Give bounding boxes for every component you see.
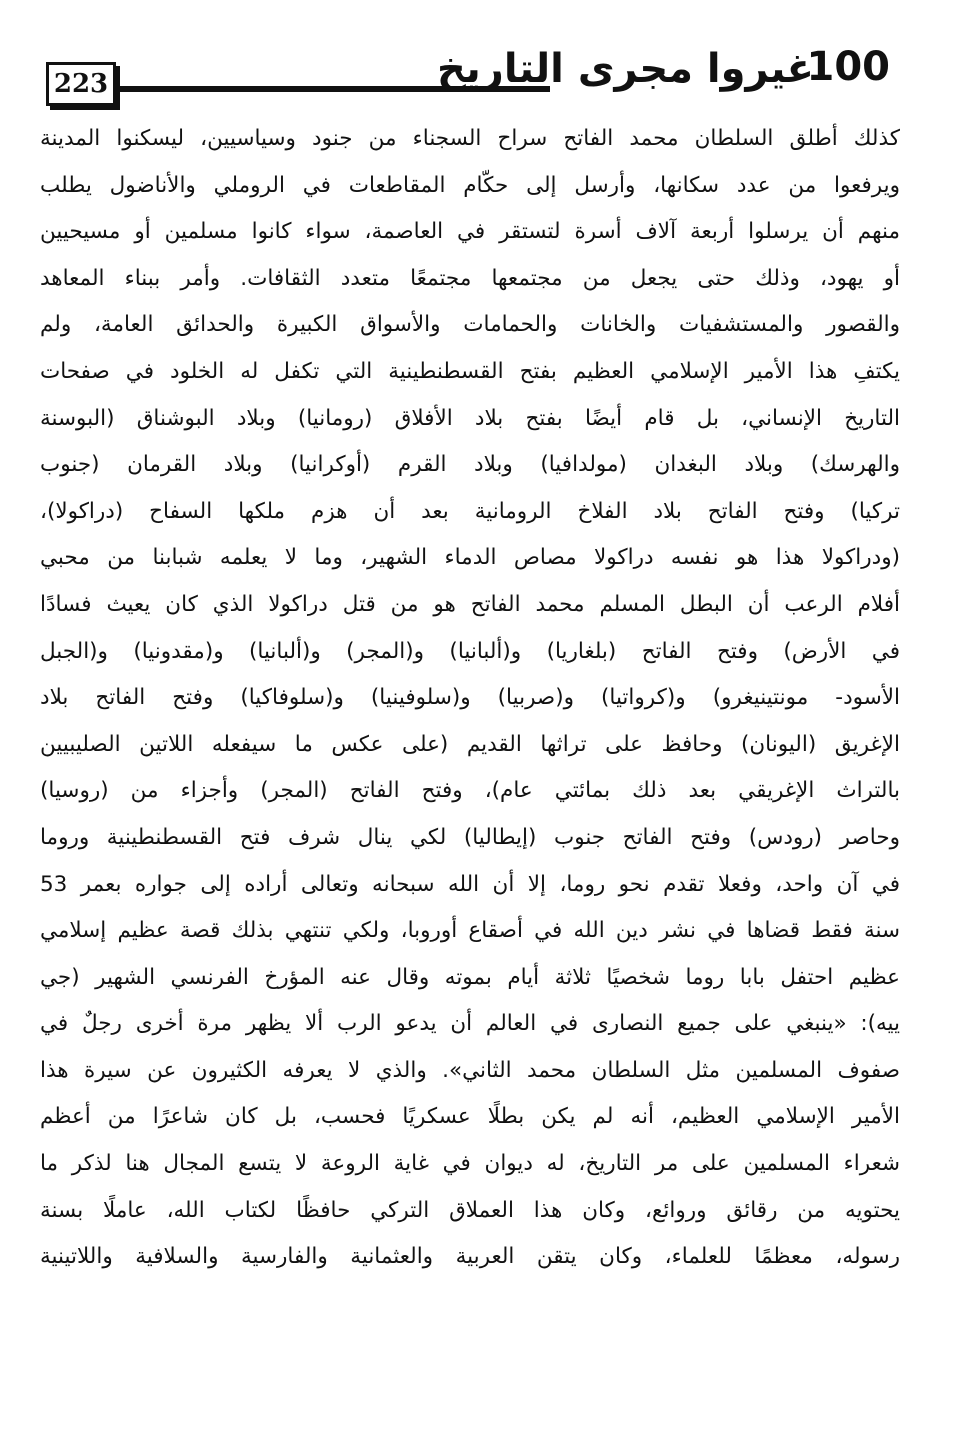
text-line: منهم أن يرسلوا أربعة آلاف أسرة لتستقر في العاصمة، سواء كانوا مسلمين أو مسيحيين — [40, 219, 900, 245]
text-line: أفلام الرعب أن البطل المسلم محمد الفاتح هو من قتل دراكولا الذي كان يعيث فسادًا — [40, 591, 900, 617]
text-line: يكتفِ هذا الأمير الإسلامي العظيم بفتح القسطنطينية التي تكفل له الخلود في صفحات — [40, 358, 900, 384]
text-line: والهرسك) وبلاد البغدان (مولدافيا) وبلاد القرم (أوكرانيا) وبلاد القرمان (جنوب — [40, 452, 900, 478]
body-text — [40, 116, 900, 1281]
text-line: (ودراكولا هذا هو نفسه دراكولا مصاص الدماء الشهير، وما لا يعلمه شبابنا من محبي — [40, 545, 900, 571]
page-number: 223 — [46, 62, 116, 106]
text-line: وحاصر (رودس) وفتح الفاتح جنوب (إيطاليا) لكي ينال شرف فتح القسطنطينية وروما — [40, 824, 900, 850]
text-line: الإغريق (اليونان) وحافظ على تراثها القديم (على عكس ما سيفعله اللاتين الصليبيين — [40, 731, 900, 757]
series-number: 100 — [806, 44, 890, 90]
book-title: غيروا مجرى التاريخ — [436, 46, 814, 92]
text-line: بالتراث الإغريقي بعد ذلك بمائتي عام)، وفتح الفاتح (المجر) وأجزاء من (روسيا) — [40, 778, 900, 804]
text-line: الأمير الإسلامي العظيم، أنه لم يكن بطلًا عسكريًا فحسب، بل كان شاعرًا من أعظم — [40, 1104, 900, 1130]
text-line: يحتويه من رقائق وروائع، وكان هذا العملاق التركي حافظًا لكتاب الله، عاملًا بسنة — [40, 1197, 900, 1223]
page-header — [40, 38, 890, 110]
text-line: والقصور والمستشفيات والخانات والحمامات والأسواق الكبيرة والحدائق العامة، ولم — [40, 312, 900, 338]
text-line: صفوف المسلمين مثل السلطان محمد الثاني». والذي لا يعرفه الكثيرون عن سيرة هذا — [40, 1057, 900, 1083]
text-line: عظيم احتفل بابا روما شخصيًا ثلاثة أيام بموته وقال عنه المؤرخ الفرنسي الشهير (جي — [40, 964, 900, 990]
text-line: ييه): «ينبغي على جميع النصارى في العالم أن يدعو الرب ألا يظهر مرة أخرى رجلٌ في — [40, 1011, 900, 1037]
text-line: تركيا) وفتح الفاتح بلاد الفلاخ الرومانية بعد أن هزم ملكها السفاح (دراكولا)، — [40, 498, 900, 524]
text-line: أو يهود، وذلك حتى يجعل من مجتمعها مجتمعًا متعدد الثقافات. وأمر ببناء المعاهد — [40, 265, 900, 291]
text-line: في الأرض) وفتح الفاتح (بلغاريا) و(ألبانيا) و(المجر) و(ألبانيا) و(مقدونيا) و(الجبل — [40, 638, 900, 664]
text-line: رسوله، معظمًا للعلماء، وكان يتقن العربية والعثمانية والفارسية والسلافية واللاتينية — [40, 1244, 900, 1270]
text-line: شعراء المسلمين على مر التاريخ، له ديوان في غاية الروعة لا يتسع المجال هنا لذكر ما — [40, 1151, 900, 1177]
text-line: سنة فقط قضاها في نشر دين الله في أصقاع أوروبا، ولكي تنتهي بذلك قصة عظيم إسلامي — [40, 918, 900, 944]
text-line: كذلك أطلق السلطان محمد الفاتح سراح السجناء من جنود وسياسيين، ليسكنوا المدينة — [40, 126, 900, 151]
text-line: التاريخ الإنساني، بل قام أيضًا بفتح بلاد الأفلاق (رومانيا) وبلاد البوشناق (البوسنة — [40, 405, 900, 431]
text-line: الأسود- مونتينيغرو) و(كرواتيا) و(صربيا) و(سلوفينيا) و(سلوفاكيا) وفتح الفاتح بلاد — [40, 685, 900, 711]
text-line: ويرفعوا من عدد سكانها، وأرسل إلى حكّام المقاطعات في الروملي والأناضول يطلب — [40, 172, 900, 198]
text-line: في آن واحد، وفعلا تقدم نحو روما، إلا أن الله سبحانه وتعالى أراده إلى جواره بعمر 53 — [40, 871, 900, 897]
